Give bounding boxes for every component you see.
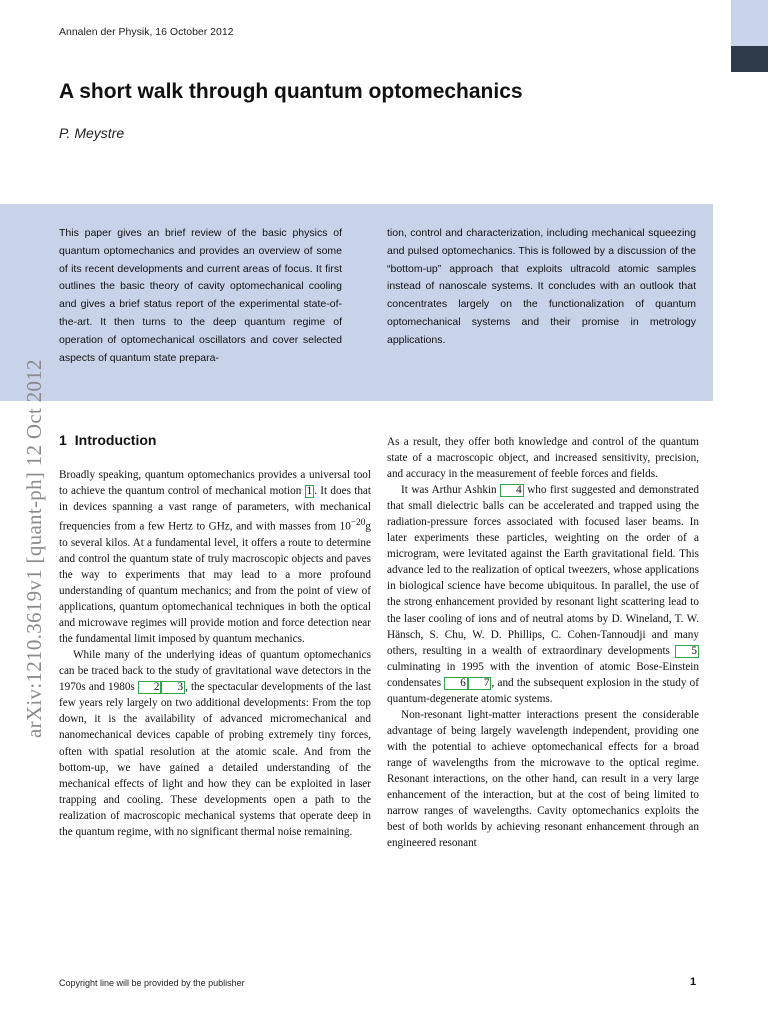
abstract-right-column: tion, control and characterization, including mechanical squeezing and pulsed optomechanics. This is followed by a discussion of the “bottom-up” approach that exploits ultracold atomic samples instead of nanoscale systems. It concludes with an outlook that concentrates largely on the functionalization of quantum optomechanical systems and their promise in metrology applications.	[387, 227, 696, 346]
citation-link[interactable]: 4	[500, 484, 524, 497]
abstract-left-column: This paper gives an brief review of the basic physics of quantum optomechanics and provides an overview of some of its recent developments and current areas of focus. It first outlines the basic theory of cavity optomechanical cooling and gives a brief status report of the experimental state-of-the-art. It then turns to the deep quantum regime of operation of optomechanical oscillators and cover selected aspects of quantum state prepara-	[59, 227, 342, 364]
body-left-column	[59, 467, 371, 840]
journal-line: Annalen der Physik, 16 October 2012	[59, 26, 234, 38]
paragraph: Broadly speaking, quantum optomechanics provides a universal tool to achieve the quantum control of mechanical motion 1 . It does that in devices spanning a vast range of parameters, with mechanical frequencies from a few Hertz to GHz, and with masses from $10^{-20}g$ to several kilos. At a fundamental level, it offers a route to determine and control the quantum state of truly macroscopic objects and paves the way to experiments that may lead to a more profound understanding of quantum mechanics; and from the point of view of applications, quantum optomechanical techniques in both the optical and microwave regimes will provide motion and force detection near the fundamental limit imposed by quantum mechanics.	[59, 469, 371, 646]
citation-link[interactable]: 3	[161, 681, 185, 694]
arxiv-stamp: arXiv:1210.3619v1 [quant-ph] 12 Oct 2012	[22, 359, 46, 738]
author-name: P. Meystre	[59, 125, 125, 141]
edge-tab-light	[731, 0, 768, 46]
paragraph: While many of the underlying ideas of quantum optomechanics can be traced back to the study of gravitational wave detectors in the 1970s and 1980s 2 3 , the spectacular developments of the last few years rely largely on two additional developments: From the top down, it is the availability of advanced micromechanical and nanomechanical devices capable of probing extremely tiny forces, often with spatial resolution at the atomic scale. And from the bottom-up, we have gained a detailed understanding of the mechanical effects of light and how they can be exploited in laser trapping and cooling. These developments open a path to the realization of macroscopic mechanical systems that operate deep in the quantum regime, with no significant thermal noise remaining.	[59, 649, 371, 838]
citation-link[interactable]: 1	[306, 485, 313, 498]
citation-link[interactable]: 5	[675, 645, 699, 658]
edge-tab-dark	[731, 46, 768, 72]
paragraph: Non-resonant light-matter interactions present the considerable advantage of being largely wavelength independent, providing one with the potential to achieve optomechanical effects for a broad range of wavelengths from the microwave to the optical regime. Resonant interactions, on the other hand, can result in a very large enhancement of the interaction, but at the cost of being limited to narrow ranges of wavelengths. Cavity optomechanics exploits the best of both worlds by achieving resonant enhancement through an engineered resonant	[387, 708, 699, 850]
section-title: Introduction	[74, 432, 157, 448]
section-heading	[59, 432, 156, 448]
section-number: 1	[59, 432, 67, 448]
body-right-column	[387, 434, 699, 851]
paper-title: A short walk through quantum optomechanics	[59, 80, 523, 103]
citation-link[interactable]: 7	[468, 677, 492, 690]
footer-copyright: Copyright line will be provided by the publisher	[59, 978, 245, 988]
citation-link[interactable]: 6	[444, 677, 468, 690]
page-number: 1	[690, 976, 697, 988]
citation-link[interactable]: 2	[138, 681, 162, 694]
paragraph: As a result, they offer both knowledge and control of the quantum state of a macroscopic object, and increased sensitivity, precision, and accuracy in the measurement of feeble forces and fields.	[387, 436, 699, 481]
paragraph: It was Arthur Ashkin 4 who first suggested and demonstrated that small dielectric balls can be accelerated and trapped using the radiation-pressure forces associated with focused laser beams. In later experiments these particles, weighting on the order of a microgram, were levitated against the Earth gravitational field. This advance led to the realization of optical tweezers, whose applications in biological science have become ubiquitous. In parallel, the use of the strong enhancement provided by resonant light scattering lead to the laser cooling of ions and of neutral atoms by D. Wineland, T. W. Hänsch, S. Chu, W. D. Phillips, C. Cohen-Tannoudji and many others, resulting in a wealth of extraordinary developments 5 culminating in 1995 with the invention of atomic Bose-Einstein condensates 6 7 , and the subsequent explosion in the study of quantum-degenerate atomic systems.	[387, 484, 699, 705]
